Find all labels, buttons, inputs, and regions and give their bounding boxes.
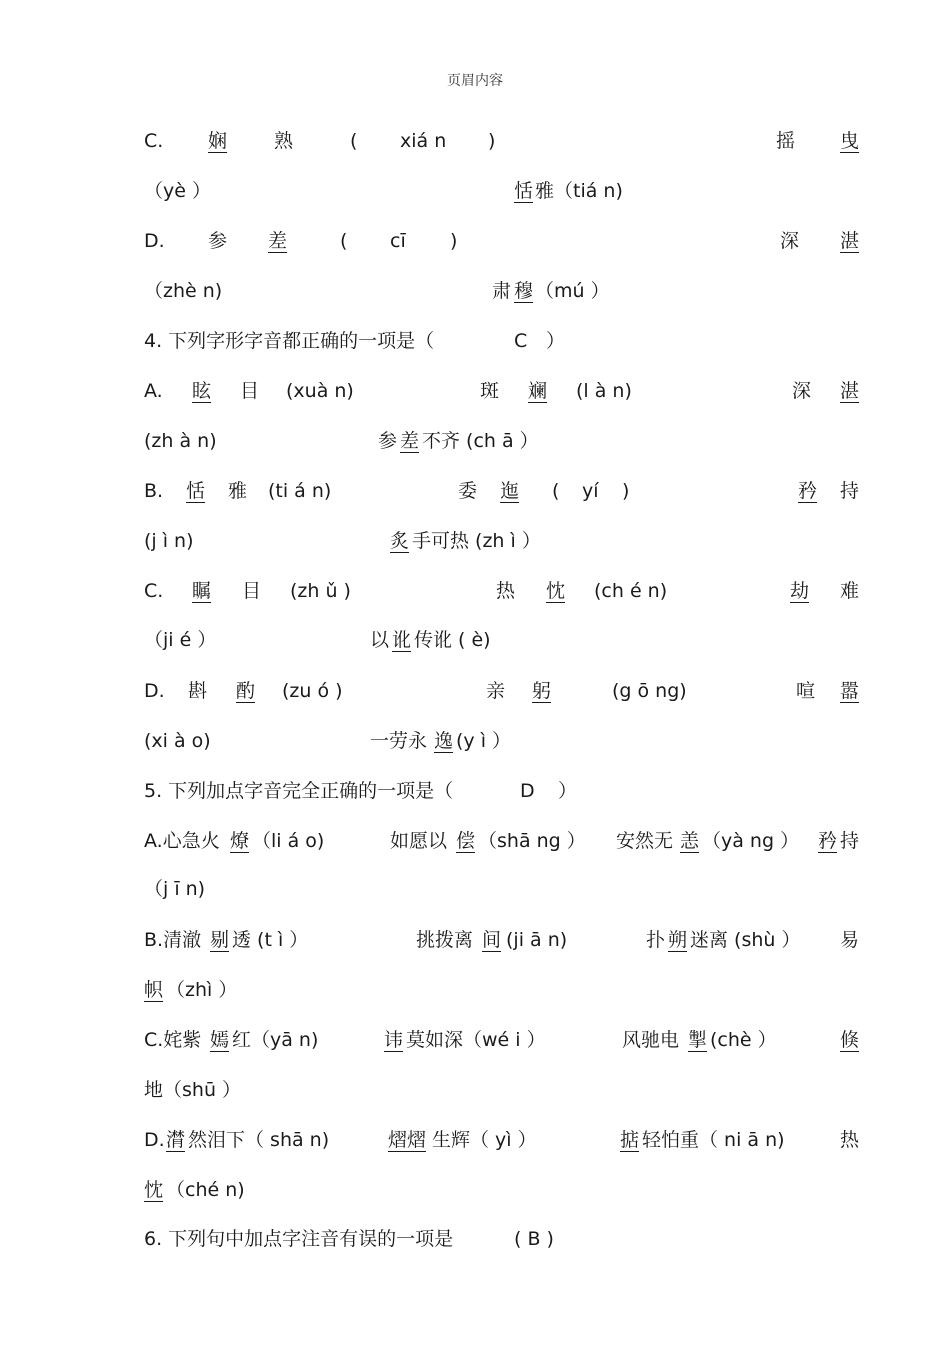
pinyin: （ji é ） bbox=[144, 629, 217, 651]
word-char: 持 bbox=[840, 830, 860, 852]
word-text: 安然无 bbox=[616, 830, 674, 852]
underlined-char: 差 bbox=[268, 230, 288, 252]
text-line bbox=[144, 1075, 862, 1105]
word-char: 目 bbox=[242, 580, 262, 602]
text-line bbox=[144, 874, 862, 904]
word-with-pinyin: 地（shū ） bbox=[144, 1079, 242, 1101]
text-line bbox=[144, 625, 862, 655]
pinyin: （yà ng ） bbox=[702, 830, 800, 852]
option-d-line bbox=[144, 676, 862, 706]
question-5 bbox=[144, 776, 862, 806]
word-char: 熟 bbox=[274, 130, 294, 152]
question-text: 6. 下列句中加点字注音有误的一项是 bbox=[144, 1228, 454, 1250]
option-a-line bbox=[144, 826, 862, 856]
answer: ( B ) bbox=[514, 1228, 554, 1250]
underlined-char: 差 bbox=[400, 430, 420, 452]
underlined-char: 恬 bbox=[186, 480, 206, 502]
pinyin: (j ì n) bbox=[144, 530, 194, 552]
option-label: B. bbox=[144, 480, 164, 502]
underlined-char: 恙 bbox=[680, 830, 700, 852]
underlined-char: 曳 bbox=[840, 130, 860, 152]
word-char: 目 bbox=[240, 380, 260, 402]
underlined-char: 瞩 bbox=[192, 580, 212, 602]
word-char: 热 bbox=[840, 1129, 860, 1151]
underlined-char: 燎 bbox=[230, 830, 250, 852]
underlined-char: 眩 bbox=[192, 380, 212, 402]
text-line bbox=[144, 726, 862, 756]
option-b-line bbox=[144, 925, 862, 955]
pinyin: (ti á n) bbox=[268, 480, 332, 502]
text-line bbox=[144, 426, 862, 456]
underlined-char: 娴 bbox=[208, 130, 228, 152]
word-with-pinyin: 红（yā n) bbox=[232, 1029, 319, 1051]
word-with-pinyin: 手可热 (zh ì ） bbox=[412, 530, 541, 552]
word-char: 持 bbox=[840, 480, 860, 502]
word-char: 参 bbox=[208, 230, 228, 252]
word-text: 挑拨离 bbox=[416, 929, 474, 951]
word-char: 深 bbox=[792, 380, 812, 402]
pinyin: (zh ǔ ) bbox=[290, 580, 351, 602]
underlined-char: 忱 bbox=[546, 580, 566, 602]
word-char: 热 bbox=[496, 580, 516, 602]
paren-close: ） bbox=[546, 330, 566, 352]
question-4 bbox=[144, 326, 862, 356]
underlined-char: 倏 bbox=[840, 1029, 860, 1051]
underlined-char: 剔 bbox=[210, 929, 230, 951]
pinyin: （ché n) bbox=[166, 1179, 245, 1201]
question-text: 5. 下列加点字音完全正确的一项是（ bbox=[144, 780, 454, 802]
option-text: C.姹紫 bbox=[144, 1029, 202, 1051]
option-text: A.心急火 bbox=[144, 830, 220, 852]
word-char: 易 bbox=[840, 929, 860, 951]
underlined-char: 斓 bbox=[528, 380, 548, 402]
underlined-char: 潸 bbox=[166, 1129, 186, 1151]
pinyin: (g ō ng) bbox=[612, 680, 687, 702]
word-char: 亲 bbox=[486, 680, 506, 702]
paren-close: ) bbox=[622, 480, 630, 502]
underlined-char: 间 bbox=[482, 929, 502, 951]
underlined-char: 湛 bbox=[840, 230, 860, 252]
word-char: 难 bbox=[840, 580, 860, 602]
underlined-char: 忱 bbox=[144, 1179, 164, 1201]
word-with-pinyin: 雅（tiá n) bbox=[535, 180, 623, 202]
word-char: 斟 bbox=[188, 680, 208, 702]
pinyin: （mú ） bbox=[535, 280, 610, 302]
underlined-char: 嚣 bbox=[840, 680, 860, 702]
option-a-line bbox=[144, 376, 862, 406]
word-with-pinyin: 然泪下（ shā n) bbox=[188, 1129, 330, 1151]
option-d-line bbox=[144, 226, 862, 256]
underlined-char: 穆 bbox=[514, 280, 534, 302]
word-char: 参 bbox=[378, 430, 398, 452]
word-with-pinyin: 生辉（ yì ） bbox=[432, 1129, 537, 1151]
pinyin: (ji ā n) bbox=[506, 929, 568, 951]
option-label: D. bbox=[144, 680, 165, 702]
pinyin: （zhì ） bbox=[166, 979, 238, 1001]
question-6 bbox=[144, 1224, 862, 1254]
underlined-char: 讳 bbox=[384, 1029, 404, 1051]
word-char: 雅 bbox=[228, 480, 248, 502]
word-with-pinyin: 轻怕重（ ni ā n) bbox=[642, 1129, 785, 1151]
option-c-line bbox=[144, 126, 862, 156]
word-char: 委 bbox=[458, 480, 478, 502]
underlined-char: 矜 bbox=[818, 830, 838, 852]
pinyin: (zu ó ) bbox=[282, 680, 343, 702]
option-label: D. bbox=[144, 1129, 165, 1151]
pinyin: （zhè n) bbox=[144, 280, 223, 302]
word-char: 扑 bbox=[646, 929, 666, 951]
underlined-char: 恬 bbox=[514, 180, 534, 202]
paren-close: ) bbox=[488, 130, 496, 152]
option-b-line bbox=[144, 476, 862, 506]
pinyin: xiá n bbox=[400, 130, 447, 152]
paren-open: ( bbox=[340, 230, 348, 252]
underlined-char: 劫 bbox=[790, 580, 810, 602]
answer: D bbox=[520, 780, 535, 802]
word-char: 喧 bbox=[796, 680, 816, 702]
underlined-char: 矜 bbox=[798, 480, 818, 502]
option-c-line bbox=[144, 576, 862, 606]
word-char: 以 bbox=[370, 629, 390, 651]
word-char: 一劳永 bbox=[370, 730, 428, 752]
text-line bbox=[144, 526, 862, 556]
pinyin: (chè ） bbox=[710, 1029, 777, 1051]
pinyin: （yè ） bbox=[144, 180, 211, 202]
underlined-char: 掣 bbox=[688, 1029, 708, 1051]
option-label: A. bbox=[144, 380, 163, 402]
pinyin: (xuà n) bbox=[286, 380, 354, 402]
pinyin: (y ì ） bbox=[456, 730, 512, 752]
text-line bbox=[144, 176, 862, 206]
underlined-char: 湛 bbox=[840, 380, 860, 402]
answer: C bbox=[514, 330, 528, 352]
word-text: 如愿以 bbox=[390, 830, 448, 852]
pinyin: (zh à n) bbox=[144, 430, 217, 452]
pinyin: cī bbox=[390, 230, 406, 252]
word-with-pinyin: 迷离 (shù ） bbox=[690, 929, 801, 951]
pinyin: (ch é n) bbox=[594, 580, 668, 602]
option-label: C. bbox=[144, 130, 164, 152]
underlined-char: 讹 bbox=[392, 629, 412, 651]
word-with-pinyin: 不齐 (ch ā ） bbox=[422, 430, 539, 452]
word-char: 肃 bbox=[492, 280, 512, 302]
option-label: C. bbox=[144, 580, 164, 602]
pinyin: （shā ng ） bbox=[478, 830, 586, 852]
underlined-char: 朔 bbox=[668, 929, 688, 951]
pinyin: (xi à o) bbox=[144, 730, 211, 752]
question-text: 4. 下列字形字音都正确的一项是（ bbox=[144, 330, 435, 352]
text-line bbox=[144, 975, 862, 1005]
option-label: D. bbox=[144, 230, 165, 252]
text-line bbox=[144, 276, 862, 306]
underlined-char: 逸 bbox=[434, 730, 454, 752]
paren-open: ( bbox=[552, 480, 560, 502]
pinyin: yí bbox=[582, 480, 599, 502]
pinyin: （li á o) bbox=[252, 830, 325, 852]
underlined-char: 偿 bbox=[456, 830, 476, 852]
page-header: 页眉内容 bbox=[447, 73, 503, 89]
word-char: 斑 bbox=[480, 380, 500, 402]
underlined-char: 嫣 bbox=[210, 1029, 230, 1051]
pinyin: (l à n) bbox=[576, 380, 632, 402]
word-with-pinyin: 莫如深（wé i ） bbox=[406, 1029, 546, 1051]
option-d-line bbox=[144, 1125, 862, 1155]
underlined-char: 酌 bbox=[236, 680, 256, 702]
underlined-chars: 熠熠 bbox=[388, 1129, 427, 1151]
underlined-char: 迤 bbox=[500, 480, 520, 502]
word-with-pinyin: 传讹 ( è) bbox=[414, 629, 491, 651]
word-char: 深 bbox=[780, 230, 800, 252]
word-with-pinyin: 透 (t ì ） bbox=[232, 929, 309, 951]
paren-close: ） bbox=[558, 780, 578, 802]
option-text: B.清澈 bbox=[144, 929, 202, 951]
word-text: 风驰电 bbox=[622, 1029, 680, 1051]
text-line bbox=[144, 1175, 862, 1205]
word-char: 摇 bbox=[776, 130, 796, 152]
option-c-line bbox=[144, 1025, 862, 1055]
paren-close: ) bbox=[450, 230, 458, 252]
underlined-char: 躬 bbox=[532, 680, 552, 702]
paren-open: ( bbox=[350, 130, 358, 152]
underlined-char: 帜 bbox=[144, 979, 164, 1001]
pinyin: （j ī n) bbox=[144, 878, 206, 900]
underlined-char: 掂 bbox=[620, 1129, 640, 1151]
underlined-char: 炙 bbox=[390, 530, 410, 552]
